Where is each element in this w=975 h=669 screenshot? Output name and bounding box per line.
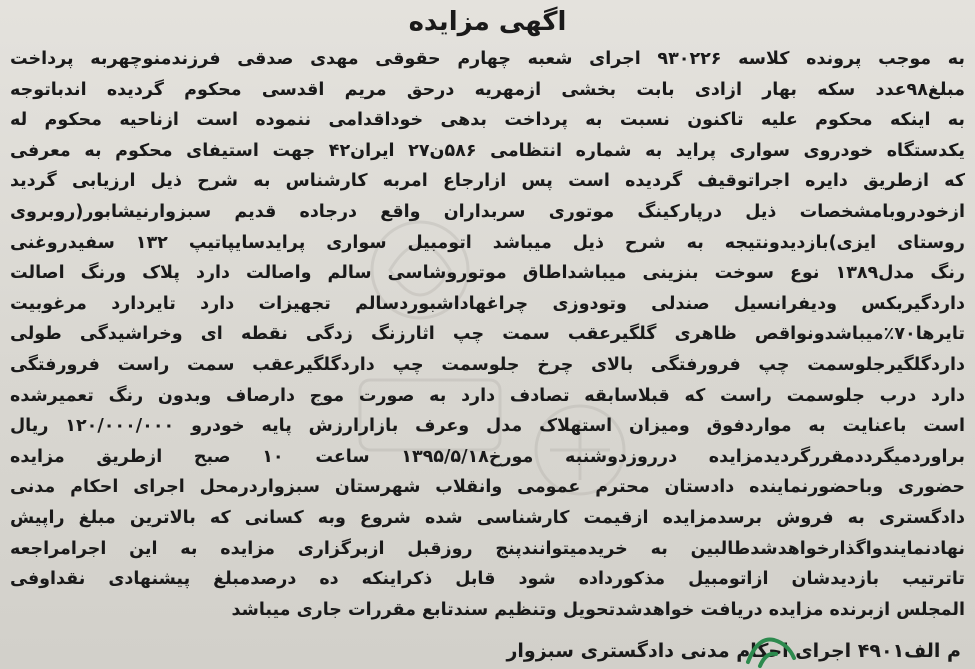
notice-line: براوردمیگرددمقررگردیدمزایده درروزدوشنبه مورخ۱۳۹۵/۵/۱۸ ساعت ۱۰ صبح ازطریق مزایده — [10, 446, 965, 467]
notice-line: یکدستگاه خودروی سواری پراید به شماره انتظامی ۵۸۶ن۲۷ ایران۴۲ جهت استیفای محکوم به معرفی — [10, 140, 965, 161]
notice-line: است باعنایت به مواردفوق ومیزان استهلاک مدل وعرف بازارارزش پایه خودرو ۱۲۰/۰۰۰/۰۰۰ ریال — [10, 416, 965, 437]
notice-line: المجلس ازبرنده مزایده دریافت خواهدشدتحویل وتنظیم سندتابع مقررات جاری میباشد — [231, 599, 965, 620]
notice-line: روستای ایزی)بازدیدونتیجه به شرح ذیل میباشد اتومبیل سواری پرایدسایپاتیپ ۱۳۲ سفیدروغنی — [10, 232, 965, 253]
notice-title: اگهی مزایده — [408, 7, 567, 37]
notice-line: تایرها۷۰٪میباشدونواقص ظاهری گلگیرعقب سمت چپ اثارزنگ زدگی نقطه ای وخراشیدگی طولی — [10, 324, 965, 345]
notice-footer: م الف۴۹۰۱ اجرای احکام مدنی دادگستری سبزوار — [506, 640, 961, 662]
notice-body — [10, 44, 965, 625]
notice-line: که ازطریق دایره اجراتوقیف گردیده است پس ازارجاع امربه کارشناس به شرح ذیل ارزیابی گردید — [10, 171, 965, 192]
notice-line: تاترتیب بازدیدشان ازاتومبیل مذکورداده شود قابل ذکراینکه ده درصدمبلغ پیشنهادی نقداوفی — [10, 569, 965, 590]
notice-line: نهادنمایندواگذارخواهدشدطالبین به خریدمیتوانندپنج روزقبل ازبرگزاری مزایده به این اجرامراجعه — [10, 538, 965, 559]
notice-line: داردگلگیرجلوسمت چپ فرورفتگی بالای چرخ جلوسمت چپ داردگلگیرعقب سمت راست فرورفتگی — [10, 354, 965, 375]
notice-line: دادگستری به فروش برسدمزایده ازقیمت کارشناسی شده شروع وبه کسانی که بالاترین مبلغ راپیش — [10, 507, 965, 528]
notice-line: رنگ مدل۱۳۸۹ نوع سوخت بنزینی میباشداطاق موتوروشاسی سالم واصالت دارد پلاک ورنگ اصالت — [10, 263, 965, 284]
brand-logo-icon — [740, 628, 800, 669]
notice-line: دارد درب جلوسمت راست که قبلاسابقه تصادف دارد به صورت موج دارصاف وبدون رنگ تعمیرشده — [10, 385, 965, 406]
notice-line: به اینکه محکوم علیه تاکنون نسبت به پرداخت بدهی خوداقدامی ننموده است ازناحیه محکوم له — [10, 110, 965, 131]
notice-line: داردگیربکس ودیفرانسیل صندلی وتودوزی چراغهاداشبوردسالم تجهیزات دارد تایردارد مرغوبیت — [10, 293, 965, 314]
notice-line: ازخودروبامشخصات ذیل درپارکینگ موتوری سربداران واقع درجاده قدیم سبزوارنیشابور(روبروی — [10, 201, 965, 222]
notice-line: به موجب پرونده کلاسه ۹۳۰۲۲۶ اجرای شعبه چهارم حقوقی مهدی صدقی فرزندمنوچهربه پرداخت — [10, 49, 965, 69]
notice-line: حضوری وباحضورنماینده دادستان محترم عمومی وانقلاب شهرستان سبزواردرمحل اجرای احکام مدنی — [10, 477, 965, 498]
notice-line: مبلغ۹۸عدد سکه بهار ازادی بابت بخشی ازمهریه درحق مریم اقدسی محکوم گردیده اندباتوجه — [10, 79, 965, 100]
